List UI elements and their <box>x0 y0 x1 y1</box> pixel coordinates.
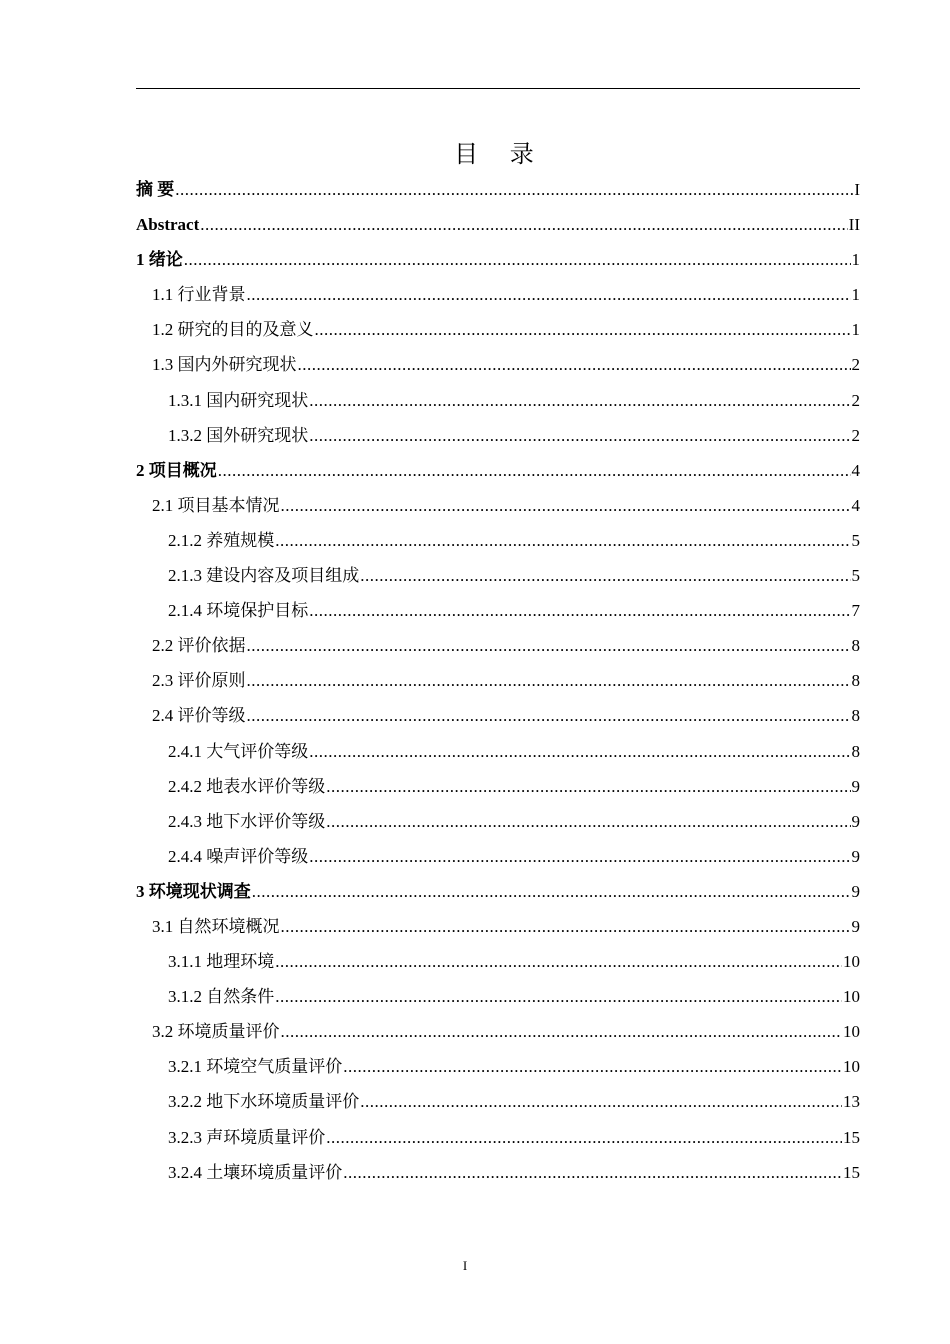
toc-entry-page: 9 <box>851 846 860 866</box>
toc-entry-label: Abstract <box>136 215 200 235</box>
toc-entry[interactable] <box>136 1049 860 1084</box>
toc-entry[interactable] <box>136 523 860 558</box>
toc-dot-leader <box>281 488 851 523</box>
toc-entry[interactable] <box>136 839 860 874</box>
toc-dot-leader <box>315 312 851 347</box>
toc-entry[interactable] <box>136 909 860 944</box>
toc-entry-label: 2.1.4 环境保护目标 <box>168 601 309 621</box>
toc-entry-label: 1.2 研究的目的及意义 <box>152 320 314 340</box>
toc-dot-leader <box>247 277 851 312</box>
toc-entry[interactable] <box>136 874 860 909</box>
toc-entry-label: 1.3.2 国外研究现状 <box>168 425 309 445</box>
toc-dot-leader <box>326 769 850 804</box>
toc-dot-leader <box>175 172 853 207</box>
toc-entry-page: 8 <box>851 706 860 726</box>
toc-dot-leader <box>281 909 851 944</box>
toc-entry[interactable] <box>136 698 860 733</box>
toc-dot-leader <box>275 523 850 558</box>
toc-entry-page: 8 <box>851 636 860 656</box>
toc-title: 目 录 <box>454 140 546 168</box>
toc-entry-label: 3.1.2 自然条件 <box>168 987 275 1007</box>
toc-entry-label: 摘 要 <box>136 180 175 199</box>
toc-entry-page: II <box>848 215 860 235</box>
toc-entry[interactable] <box>136 1120 860 1155</box>
toc-dot-leader <box>343 1049 842 1084</box>
toc-entry-page: 7 <box>851 601 860 621</box>
toc-entry-page: 1 <box>851 250 860 270</box>
toc-entry-label: 1 绪论 <box>136 250 183 270</box>
toc-dot-leader <box>252 874 851 909</box>
page-footer-number: I <box>462 1258 468 1273</box>
toc-dot-leader <box>281 1014 843 1049</box>
toc-entry[interactable] <box>136 1014 860 1049</box>
toc-entry-page: 10 <box>843 987 860 1007</box>
toc-entry-label: 2.4.3 地下水评价等级 <box>168 811 326 831</box>
toc-entry[interactable] <box>136 207 860 242</box>
toc-entry-page: 4 <box>851 460 860 480</box>
toc-dot-leader <box>309 418 850 453</box>
toc-entry-label: 3.2.4 土壤环境质量评价 <box>168 1162 343 1182</box>
toc-entry-label: 1.1 行业背景 <box>152 285 246 305</box>
toc-entry[interactable] <box>136 1155 860 1190</box>
toc-entry-page: 10 <box>843 1022 860 1042</box>
toc-entry-label: 2.3 评价原则 <box>152 671 246 691</box>
toc-entry[interactable] <box>136 628 860 663</box>
toc-dot-leader <box>184 242 851 277</box>
toc-entry-page: 13 <box>843 1092 860 1112</box>
toc-entry[interactable] <box>136 347 860 382</box>
toc-dot-leader <box>309 593 850 628</box>
toc-entry-page: 1 <box>851 285 860 305</box>
toc-dot-leader <box>343 1155 842 1190</box>
toc-entry-page: 8 <box>851 671 860 691</box>
toc-entry-label: 2.1.2 养殖规模 <box>168 530 275 550</box>
toc-entry-label: 2.4 评价等级 <box>152 706 246 726</box>
toc-entry-label: 2.1 项目基本情况 <box>152 495 280 515</box>
toc-dot-leader <box>247 663 851 698</box>
toc-entry[interactable] <box>136 453 860 488</box>
toc-dot-leader <box>200 207 847 242</box>
toc-entry-page: 9 <box>851 881 860 901</box>
toc-dot-leader <box>360 1084 842 1119</box>
toc-dot-leader <box>309 383 850 418</box>
toc-dot-leader <box>360 558 850 593</box>
toc-entry-page: 5 <box>851 566 860 586</box>
toc-entry-page: 10 <box>843 952 860 972</box>
toc-entry[interactable] <box>136 242 860 277</box>
toc-entry[interactable] <box>136 944 860 979</box>
toc-entry-page: 8 <box>851 741 860 761</box>
toc-dot-leader <box>275 979 842 1014</box>
toc-entry-page: 5 <box>851 530 860 550</box>
toc-entry-page: 4 <box>851 495 860 515</box>
toc-entry-page: 2 <box>851 425 860 445</box>
toc-entry-page: 9 <box>851 811 860 831</box>
toc-entry-label: 1.3 国内外研究现状 <box>152 355 297 375</box>
toc-entry-label: 3.2 环境质量评价 <box>152 1022 280 1042</box>
toc-entry-label: 2.4.1 大气评价等级 <box>168 741 309 761</box>
toc-dot-leader <box>309 734 850 769</box>
toc-dot-leader <box>309 839 850 874</box>
toc-entry-label: 1.3.1 国内研究现状 <box>168 390 309 410</box>
toc-dot-leader <box>218 453 851 488</box>
toc-entry[interactable] <box>136 663 860 698</box>
header-rule <box>136 88 860 89</box>
toc-list <box>136 172 860 1190</box>
toc-entry[interactable] <box>136 558 860 593</box>
toc-entry-label: 2.2 评价依据 <box>152 636 246 656</box>
toc-entry[interactable] <box>136 383 860 418</box>
toc-entry-page: 2 <box>851 390 860 410</box>
toc-entry[interactable] <box>136 488 860 523</box>
toc-dot-leader <box>247 698 851 733</box>
toc-entry[interactable] <box>136 1084 860 1119</box>
toc-entry-label: 2.1.3 建设内容及项目组成 <box>168 566 360 586</box>
toc-entry-page: 10 <box>843 1057 860 1077</box>
toc-entry[interactable] <box>136 277 860 312</box>
toc-entry[interactable] <box>136 593 860 628</box>
toc-entry-page: 2 <box>851 355 860 375</box>
toc-entry-label: 3.1 自然环境概况 <box>152 916 280 936</box>
toc-entry-label: 3.1.1 地理环境 <box>168 952 275 972</box>
toc-entry[interactable] <box>136 734 860 769</box>
toc-dot-leader <box>275 944 842 979</box>
toc-entry[interactable] <box>136 804 860 839</box>
toc-entry-page: 15 <box>843 1162 860 1182</box>
toc-entry-label: 2.4.2 地表水评价等级 <box>168 776 326 796</box>
toc-entry[interactable] <box>136 312 860 347</box>
toc-entry-label: 3.2.2 地下水环境质量评价 <box>168 1092 360 1112</box>
toc-entry-label: 3 环境现状调查 <box>136 881 251 901</box>
toc-entry-page: 1 <box>851 320 860 340</box>
toc-entry-label: 2.4.4 噪声评价等级 <box>168 846 309 866</box>
toc-dot-leader <box>326 1120 842 1155</box>
toc-entry-page: 9 <box>851 776 860 796</box>
toc-entry[interactable] <box>136 769 860 804</box>
toc-entry-page: I <box>854 180 860 199</box>
toc-entry[interactable] <box>136 418 860 453</box>
toc-entry-label: 3.2.1 环境空气质量评价 <box>168 1057 343 1077</box>
toc-entry-label: 3.2.3 声环境质量评价 <box>168 1127 326 1147</box>
toc-entry[interactable] <box>136 979 860 1014</box>
toc-dot-leader <box>298 347 851 382</box>
toc-entry-page: 9 <box>851 916 860 936</box>
toc-dot-leader <box>326 804 850 839</box>
toc-entry-page: 15 <box>843 1127 860 1147</box>
toc-dot-leader <box>247 628 851 663</box>
toc-entry[interactable] <box>136 172 860 207</box>
toc-entry-label: 2 项目概况 <box>136 460 217 480</box>
